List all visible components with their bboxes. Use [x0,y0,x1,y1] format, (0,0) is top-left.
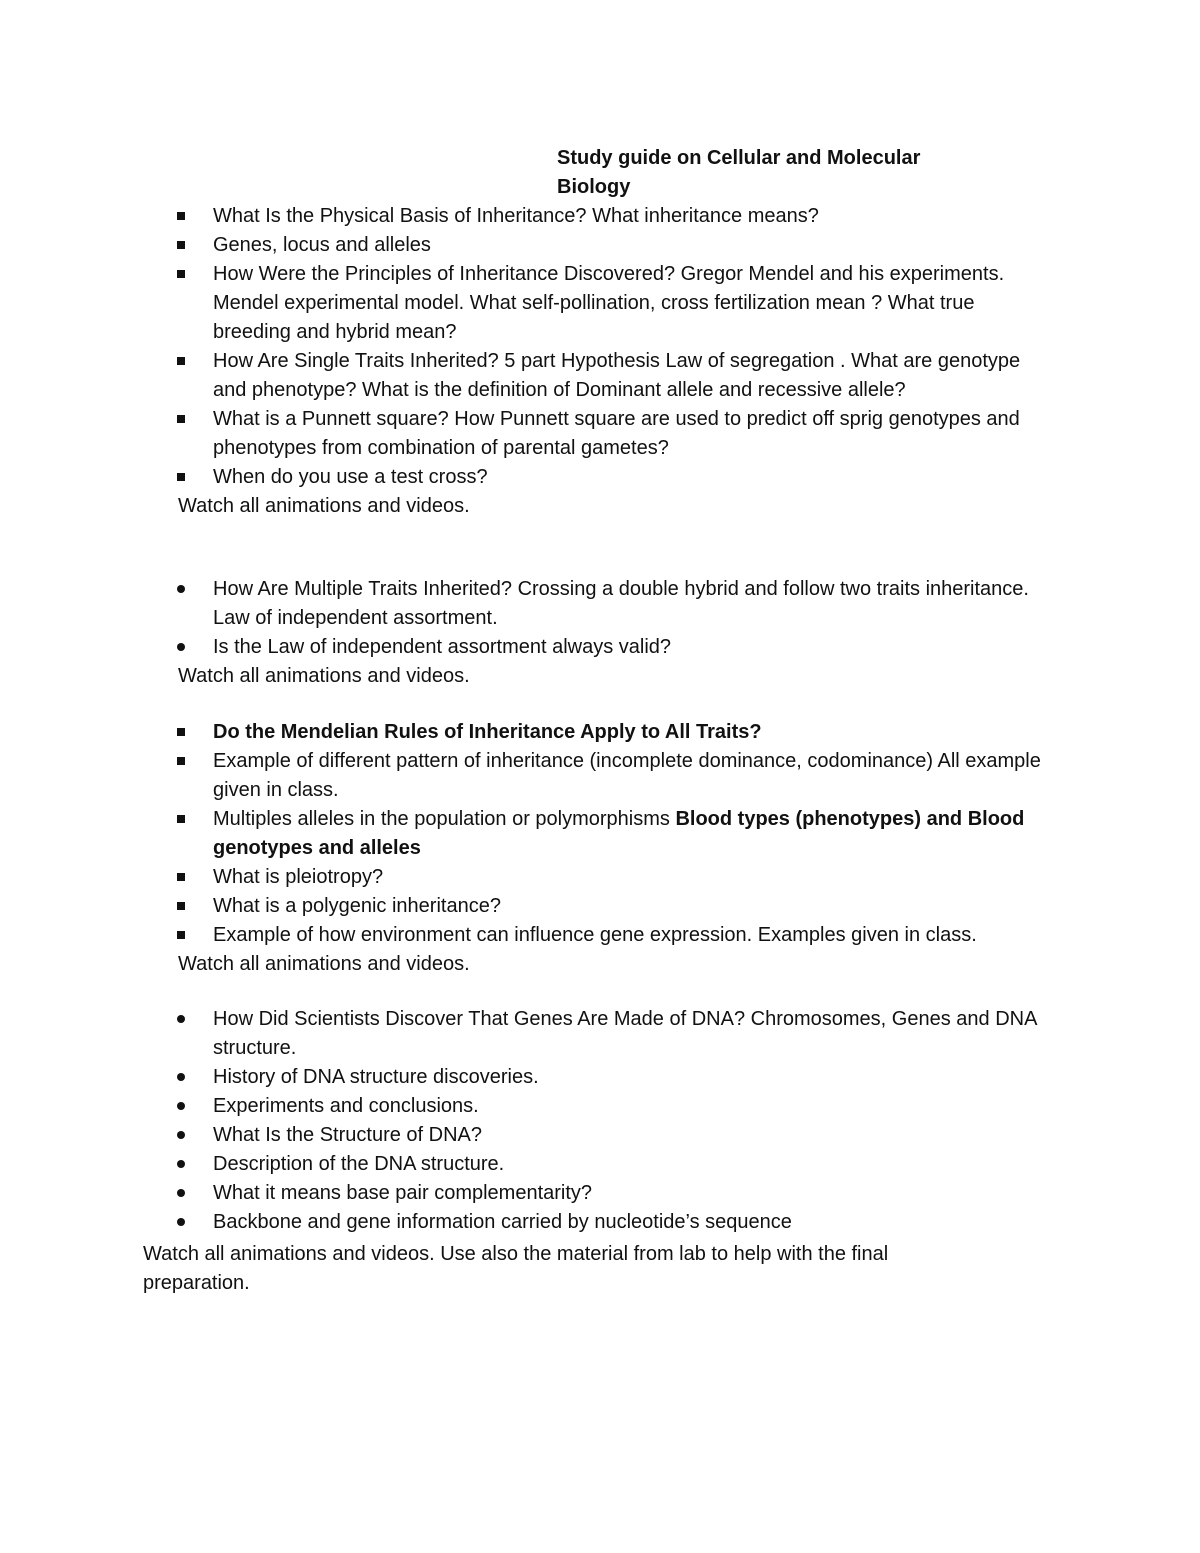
list-item-text: How Were the Principles of Inheritance Discovered? Gregor Mendel and his experiments. Mendel experimental model. What self-pollination, cross fertilization mean ? What true breeding and hybrid mean? [213,263,1005,343]
list-item [0,1150,1043,1179]
list-item [0,1121,1043,1150]
final-note: Watch all animations and videos. Use also the material from lab to help with the final preparation. [143,1243,889,1294]
bullet-list [0,718,1200,950]
list-item [0,1063,1043,1092]
list-item [0,1208,1043,1237]
disc-bullet-icon [177,1218,185,1226]
square-bullet-icon [177,357,185,365]
disc-bullet-icon [177,643,185,651]
list-item-text: What Is the Physical Basis of Inheritance? What inheritance means? [213,205,819,227]
list-item-text: Do the Mendelian Rules of Inheritance Apply to All Traits? [213,721,762,743]
list-item-text: What Is the Structure of DNA? [213,1124,482,1146]
list-item-text: Example of different pattern of inheritance (incomplete dominance, codominance) All example given in class. [213,750,1041,801]
document-title-line1: Study guide on Cellular and Molecular [557,147,921,169]
document-title-line2: Biology [557,176,631,198]
list-item-text: What is a Punnett square? How Punnett square are used to predict off sprig genotypes and phenotypes from combination of parental gametes? [213,408,1020,459]
square-bullet-icon [177,415,185,423]
list-item-text: How Are Single Traits Inherited? 5 part Hypothesis Law of segregation . What are genotype and phenotype? What is the definition of Dominant allele and recessive allele? [213,350,1021,401]
list-item [0,633,1043,662]
list-item-text: Multiples alleles in the population or polymorphisms [213,808,676,830]
list-item [0,1092,1043,1121]
bullet-list [0,575,1200,662]
square-bullet-icon [177,212,185,220]
list-item [0,463,1043,492]
square-bullet-icon [177,815,185,823]
square-bullet-icon [177,931,185,939]
list-item-text: Experiments and conclusions. [213,1095,479,1117]
list-item [0,892,1043,921]
square-bullet-icon [177,473,185,481]
square-bullet-icon [177,873,185,881]
square-bullet-icon [177,757,185,765]
list-item-text: What is pleiotropy? [213,866,384,888]
list-item-text: What it means base pair complementarity? [213,1182,593,1204]
list-item-text: Description of the DNA structure. [213,1153,505,1175]
disc-bullet-icon [177,1015,185,1023]
section-mendelian-rules [0,718,1200,979]
square-bullet-icon [177,728,185,736]
section-note: Watch all animations and videos. [178,953,470,975]
section-note: Watch all animations and videos. [178,495,470,517]
disc-bullet-icon [177,585,185,593]
list-item [0,405,1043,463]
list-item [0,1005,1043,1063]
list-item [0,718,1043,747]
list-item-text: How Are Multiple Traits Inherited? Crossing a double hybrid and follow two traits inheritance. Law of independent assortment. [213,578,1029,629]
list-item [0,747,1043,805]
list-item [0,1179,1043,1208]
list-item-text: When do you use a test cross? [213,466,488,488]
disc-bullet-icon [177,1160,185,1168]
disc-bullet-icon [177,1102,185,1110]
bullet-list [0,1005,1200,1237]
list-item [0,260,1043,347]
list-item-text: Genes, locus and alleles [213,234,431,256]
list-item [0,202,1043,231]
list-item [0,575,1043,633]
square-bullet-icon [177,270,185,278]
list-item-text: Backbone and gene information carried by nucleotide’s sequence [213,1211,792,1233]
disc-bullet-icon [177,1189,185,1197]
list-item [0,347,1043,405]
section-multiple-traits [0,575,1200,691]
disc-bullet-icon [177,1073,185,1081]
list-item [0,805,1043,863]
list-item-text: How Did Scientists Discover That Genes Are Made of DNA? Chromosomes, Genes and DNA structure. [213,1008,1037,1059]
list-item-text: Is the Law of independent assortment always valid? [213,636,672,658]
list-item [0,921,1043,950]
list-item-text: History of DNA structure discoveries. [213,1066,539,1088]
list-item-bold-text: Blood types (phenotypes) and Blood genotypes and alleles [213,808,1025,859]
list-item-text: What is a polygenic inheritance? [213,895,501,917]
list-item [0,231,1043,260]
list-item [0,863,1043,892]
bullet-list [0,202,1200,492]
section-inheritance-basics [0,202,1200,521]
disc-bullet-icon [177,1131,185,1139]
square-bullet-icon [177,902,185,910]
list-item-text: Example of how environment can influence gene expression. Examples given in class. [213,924,977,946]
document-title [557,144,977,202]
section-dna-structure [0,1005,1200,1237]
square-bullet-icon [177,241,185,249]
section-note: Watch all animations and videos. [178,665,470,687]
